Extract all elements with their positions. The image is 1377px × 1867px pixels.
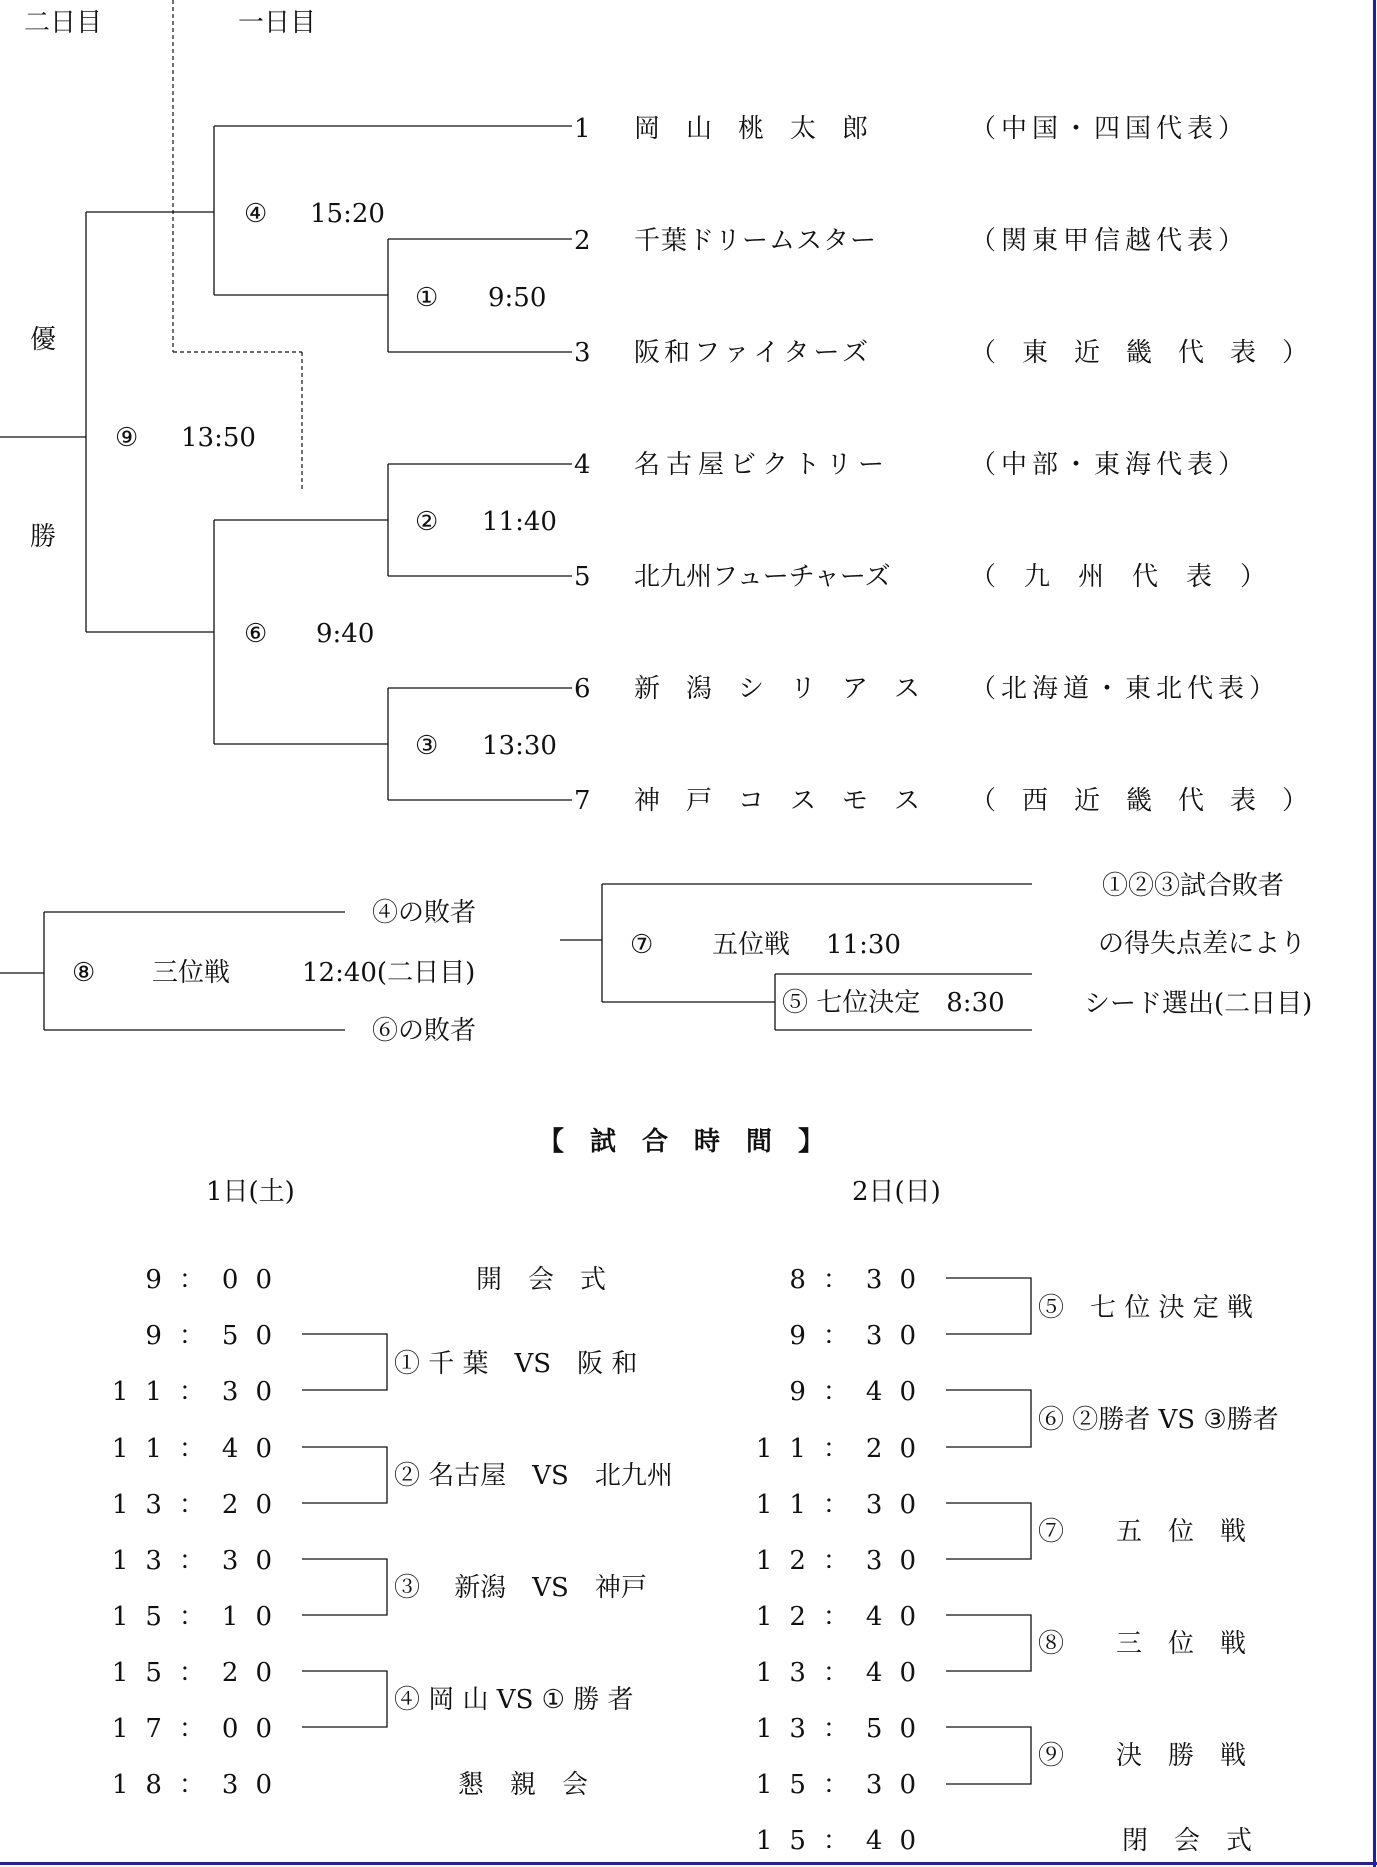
match-number: ④ (244, 199, 268, 229)
page-border-bottom (0, 1862, 1377, 1865)
team-name: 名古屋ビクトリー (634, 450, 891, 480)
event-game9: ⑨ 決 勝 戦 (1038, 1741, 1247, 1771)
match-number: ⑨ (115, 423, 139, 453)
time-slot: 13：30 (111, 1546, 289, 1576)
third-place-time: 12:40(二日目) (302, 958, 476, 988)
championship-char2: 勝 (30, 522, 57, 552)
time-slot: 15：20 (111, 1658, 289, 1688)
time-slot: 9：30 (789, 1321, 933, 1351)
time-slot: 9：50 (145, 1321, 289, 1351)
event-game5: ⑤ 七 位 決 定 戦 (1038, 1293, 1254, 1323)
match-number: ⑥ (244, 619, 268, 649)
team-seed: 5 (574, 562, 591, 592)
match-number: ③ (415, 731, 439, 761)
match-number: ② (415, 507, 439, 537)
match-number: ① (415, 283, 439, 313)
day1-header: 一日目 (238, 8, 317, 38)
event-game8: ⑧ 三 位 戦 (1038, 1629, 1247, 1659)
team-name: 阪和ファイターズ (634, 338, 873, 368)
time-slot: 13：50 (755, 1714, 933, 1744)
fifth-place-number: ⑦ (630, 930, 654, 960)
third-place-title: 三位戦 (152, 958, 231, 988)
team-seed: 2 (574, 226, 591, 256)
match-time: 13:50 (181, 423, 256, 453)
event-game7: ⑦ 五 位 戦 (1038, 1517, 1247, 1547)
match-time: 11:40 (482, 507, 557, 537)
third-place-number: ⑧ (72, 958, 96, 988)
time-slot: 8：30 (789, 1265, 933, 1295)
day1-label: 1日(土) (206, 1177, 295, 1207)
third-place-bottom: ⑥の敗者 (372, 1016, 477, 1046)
time-slot: 15：30 (755, 1770, 933, 1800)
team-name: 新 潟 シ リ ア ス (634, 674, 921, 704)
team-name: 千葉ドリームスター (634, 226, 878, 256)
match-time: 13:30 (482, 731, 557, 761)
team-region: （ 東 近 畿 代 表 ） (970, 338, 1309, 368)
team-name: 北九州フューチャーズ (634, 562, 891, 592)
time-slot: 15：40 (755, 1826, 933, 1856)
time-slot: 11：30 (111, 1377, 289, 1407)
event-opening: 開 会 式 (476, 1265, 607, 1295)
third-place-top: ④の敗者 (372, 898, 477, 928)
event-game2: ② 名古屋 VS 北九州 (394, 1461, 673, 1491)
team-region: （北海道・東北代表） (970, 674, 1281, 704)
time-slot: 15：10 (111, 1602, 289, 1632)
team-region: （ 九 州 代 表 ） (970, 562, 1268, 592)
time-slot: 18：30 (111, 1770, 289, 1800)
time-slot: 13：40 (755, 1658, 933, 1688)
team-seed: 7 (574, 786, 591, 816)
team-name: 神 戸 コ ス モ ス (634, 786, 921, 816)
page-border-right (1373, 0, 1376, 1867)
match-time: 9:40 (316, 619, 375, 649)
event-game1: ① 千 葉 VS 阪 和 (394, 1349, 638, 1379)
day2-header: 二日目 (24, 8, 103, 38)
time-slot: 12：40 (755, 1602, 933, 1632)
time-slot: 11：20 (755, 1434, 933, 1464)
time-slot: 12：30 (755, 1546, 933, 1576)
time-slot: 13：20 (111, 1490, 289, 1520)
time-slot: 11：40 (111, 1434, 289, 1464)
event-game4: ④ 岡 山 VS ① 勝 者 (394, 1685, 634, 1715)
fifth-place-time: 11:30 (826, 930, 901, 960)
fifth-place-title: 五位戦 (712, 930, 791, 960)
seed-note-line2: の得失点差により (1098, 929, 1307, 959)
team-seed: 4 (574, 450, 591, 480)
seventh-place-label: ⑤ 七位決定 8:30 (782, 988, 1005, 1018)
event-game6: ⑥ ②勝者 VS ③勝者 (1038, 1405, 1279, 1435)
team-name: 岡 山 桃 太 郎 (634, 114, 869, 144)
team-seed: 1 (574, 114, 591, 144)
seed-note-line1: ①②③試合敗者 (1102, 871, 1285, 901)
time-slot: 17：00 (111, 1714, 289, 1744)
match-time: 9:50 (488, 283, 547, 313)
time-slot: 9：00 (145, 1265, 289, 1295)
time-slot: 11：30 (755, 1490, 933, 1520)
team-region: （関東甲信越代表） (970, 226, 1250, 256)
team-region: （ 西 近 畿 代 表 ） (970, 786, 1309, 816)
day2-label: 2日(日) (852, 1177, 941, 1207)
schedule-title: 【 試 合 時 間 】 (538, 1127, 825, 1157)
match-time: 15:20 (310, 199, 385, 229)
event-game3: ③ 新潟 VS 神戸 (394, 1573, 647, 1603)
team-region: （中部・東海代表） (970, 450, 1250, 480)
event-party: 懇 親 会 (458, 1770, 589, 1800)
championship-char1: 優 (30, 325, 57, 355)
team-region: （中国・四国代表） (970, 114, 1250, 144)
team-seed: 3 (574, 338, 591, 368)
time-slot: 9：40 (789, 1377, 933, 1407)
event-closing: 閉 会 式 (1122, 1826, 1253, 1856)
seed-note-line3: シード選出(二日目) (1084, 989, 1313, 1019)
team-seed: 6 (574, 674, 591, 704)
